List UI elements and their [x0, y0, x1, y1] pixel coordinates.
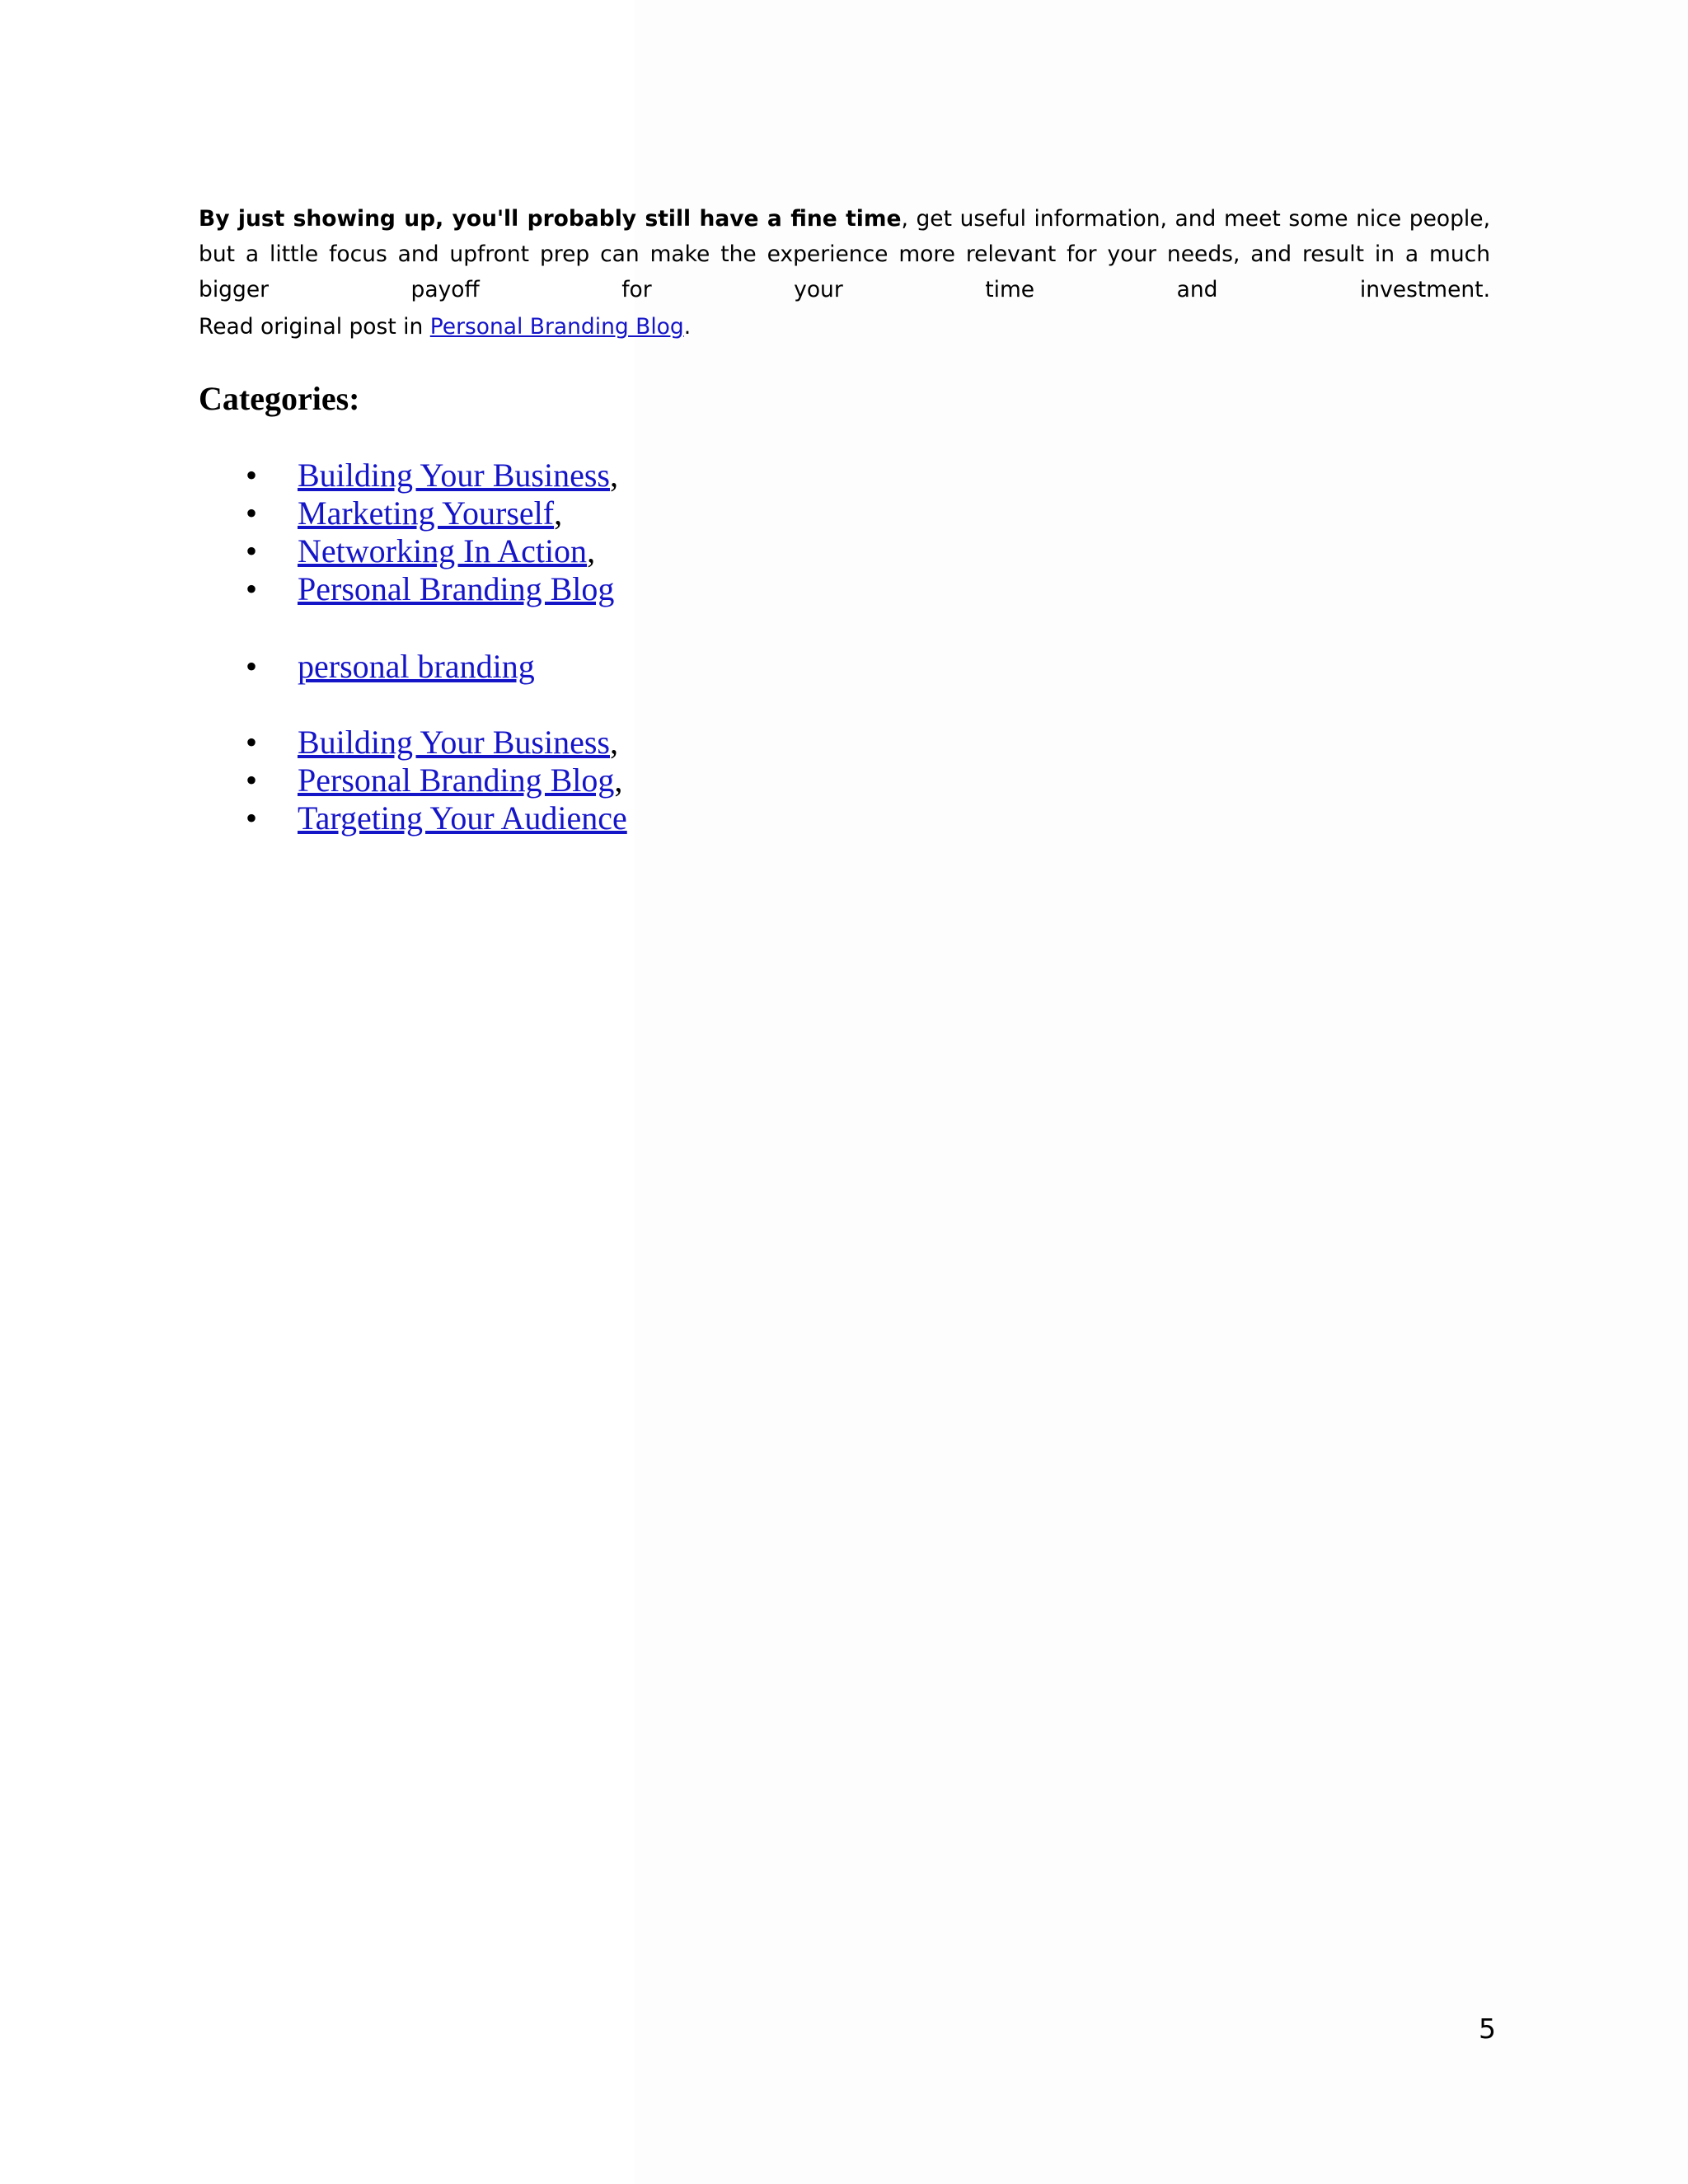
separator: , — [554, 494, 563, 532]
category-link[interactable]: Building Your Business — [298, 724, 610, 761]
original-post-link[interactable]: Personal Branding Blog — [429, 314, 684, 340]
separator: , — [609, 457, 618, 494]
category-link[interactable]: Targeting Your Audience — [298, 799, 627, 837]
list-item — [199, 724, 627, 762]
list-item — [199, 762, 627, 799]
bullet-icon: • — [246, 570, 258, 607]
category-list-2 — [199, 724, 627, 837]
body-paragraph — [199, 201, 1490, 307]
paragraph-text: , get useful information, and meet some nice people, but a little focus and upfront prep can make the experience more relevant for your needs, and result in a much bigger payoff for your time and investment. — [199, 206, 1490, 302]
list-item — [199, 648, 535, 686]
list-item — [199, 494, 618, 532]
list-item — [199, 570, 618, 608]
read-original-line — [199, 309, 691, 344]
category-link[interactable]: Personal Branding Blog — [298, 762, 615, 799]
separator: , — [587, 532, 596, 569]
tag-link[interactable]: personal branding — [298, 648, 535, 685]
category-link[interactable]: Personal Branding Blog — [298, 570, 615, 607]
read-original-prefix: Read original post in — [199, 314, 430, 340]
page-background — [635, 0, 1688, 2184]
bullet-icon: • — [246, 724, 258, 761]
page-number: 5 — [1479, 2013, 1496, 2045]
category-link[interactable]: Networking In Action — [298, 532, 588, 569]
bullet-icon: • — [246, 762, 258, 799]
list-item — [199, 457, 618, 494]
bullet-icon: • — [246, 457, 258, 494]
category-list-1 — [199, 457, 618, 608]
bullet-icon: • — [246, 648, 258, 685]
bullet-icon: • — [246, 532, 258, 569]
bullet-icon: • — [246, 494, 258, 532]
category-link[interactable]: Building Your Business — [298, 457, 610, 494]
read-original-suffix: . — [683, 314, 692, 340]
categories-heading: Categories: — [199, 380, 360, 417]
separator: , — [609, 724, 618, 761]
category-link[interactable]: Marketing Yourself — [298, 494, 555, 532]
list-item — [199, 532, 618, 570]
separator: , — [614, 762, 623, 799]
bold-lead-text: By just showing up, you'll probably still have a fine time — [199, 206, 902, 232]
tag-list — [199, 648, 535, 686]
bullet-icon: • — [246, 799, 258, 837]
list-item — [199, 799, 627, 837]
